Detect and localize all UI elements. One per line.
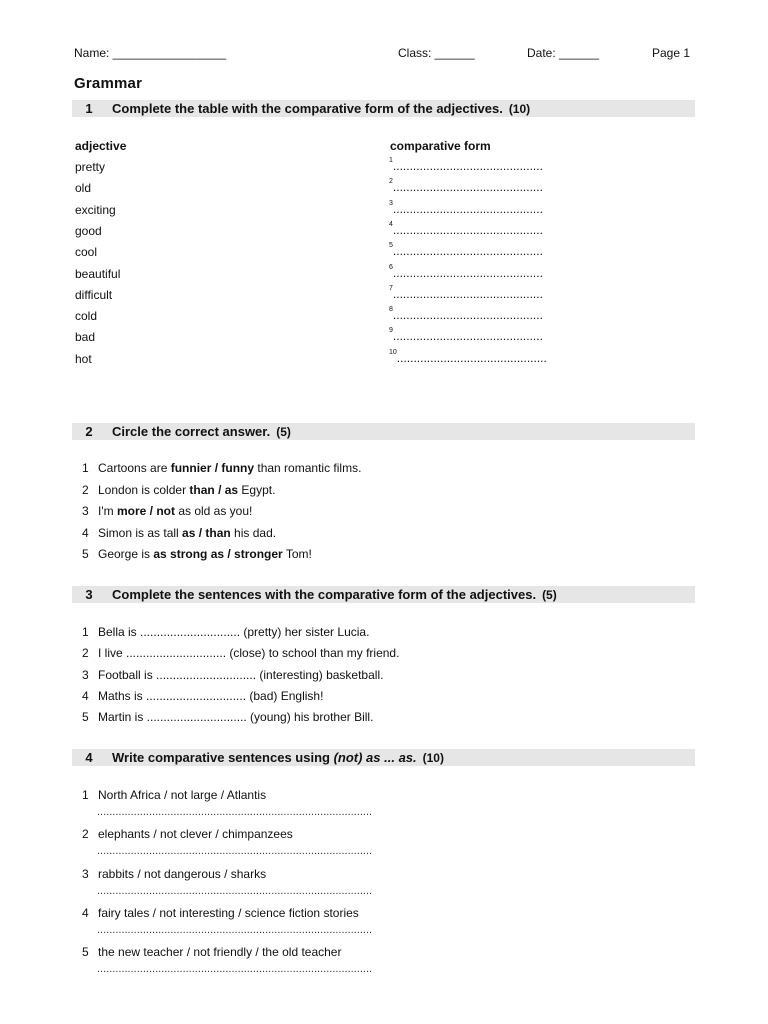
comparative-answer-blank[interactable] (389, 348, 547, 365)
list-item (82, 483, 275, 497)
item-text-end: Tom! (282, 547, 312, 561)
answer-number: 3 (389, 199, 393, 207)
page-title: Grammar (74, 75, 143, 92)
answer-dotted-line[interactable]: .......................................................................................... (97, 963, 373, 976)
answer-dotted-line[interactable]: .......................................................................................... (97, 845, 373, 858)
item-text-end: his dad. (230, 525, 277, 540)
answer-choices[interactable]: as strong as / stronger (153, 547, 283, 561)
list-item[interactable] (82, 668, 383, 682)
item-text-start: Cartoons are (98, 461, 171, 475)
section-points: (10) (422, 751, 444, 765)
answer-number: 7 (389, 284, 393, 292)
item-prompt: rabbits / not dangerous / sharks (98, 866, 267, 881)
comparative-answer-blank[interactable] (389, 199, 543, 216)
item-number: 2 (82, 482, 89, 497)
list-item[interactable] (82, 689, 323, 703)
item-text-start: George is (98, 547, 154, 561)
section-2-header (72, 423, 695, 440)
item-number: 3 (82, 667, 89, 682)
column-header-adjective: adjective (75, 139, 127, 153)
answer-dotted-line: ............................................. (392, 308, 543, 323)
item-prompt: North Africa / not large / Atlantis (98, 788, 267, 802)
item-number: 2 (82, 827, 89, 842)
answer-dotted-line[interactable]: .......................................................................................... (97, 923, 373, 936)
adjective-cell: exciting (75, 202, 116, 217)
answer-dotted-line: ............................................. (392, 159, 543, 173)
item-text-start: Simon is as tall (98, 525, 183, 540)
comparative-answer-blank[interactable] (389, 159, 543, 173)
item-number: 4 (82, 688, 89, 703)
answer-number: 5 (389, 242, 393, 250)
comparative-answer-blank[interactable] (389, 284, 543, 301)
date-field[interactable]: Date: ______ (527, 46, 600, 60)
item-number: 4 (82, 525, 89, 540)
answer-choices[interactable]: as / than (182, 525, 231, 540)
item-number: 3 (82, 866, 89, 881)
section-3-header (72, 586, 695, 603)
item-prompt: elephants / not clever / chimpanzees (98, 827, 293, 842)
answer-choices[interactable]: more / not (116, 504, 175, 518)
list-item (82, 945, 341, 959)
item-prompt: fairy tales / not interesting / science fiction stories (98, 905, 359, 920)
answer-dotted-line[interactable]: .......................................................................................... (97, 806, 373, 818)
section-4-header (72, 749, 695, 766)
comparative-answer-blank[interactable] (389, 220, 543, 237)
comparative-answer-blank[interactable] (389, 263, 543, 280)
answer-dotted-line: ............................................. (392, 265, 543, 280)
list-item (82, 827, 293, 841)
answer-dotted-line: ............................................. (392, 222, 543, 237)
item-number: 2 (82, 646, 89, 661)
answer-dotted-line: ............................................. (392, 180, 543, 195)
comparative-answer-blank[interactable] (389, 308, 543, 322)
section-number: 1 (85, 101, 93, 116)
name-field[interactable]: Name: _________________ (74, 46, 227, 60)
item-number: 3 (82, 504, 89, 518)
answer-dotted-line: ............................................. (396, 350, 547, 365)
adjective-cell: cold (75, 309, 98, 324)
item-sentence: Football is .............................. (interesting) basketball. (98, 667, 384, 682)
list-item (82, 906, 359, 920)
item-number: 1 (82, 625, 89, 639)
item-number: 1 (82, 788, 89, 802)
list-item[interactable] (82, 646, 399, 660)
section-instruction: Complete the sentences with the comparative form of the adjectives. (112, 587, 537, 602)
answer-dotted-line: ............................................. (392, 201, 543, 216)
answer-dotted-line[interactable]: .......................................................................................... (97, 884, 373, 897)
adjective-cell: beautiful (75, 266, 121, 281)
item-number: 4 (82, 905, 89, 920)
item-text-end: than romantic films. (254, 461, 362, 475)
answer-number: 4 (389, 220, 393, 228)
column-header-comparative: comparative form (390, 139, 491, 153)
adjective-cell: cool (75, 245, 98, 260)
answer-number: 8 (389, 306, 393, 314)
item-text-start: London is colder (98, 482, 190, 497)
answer-choices[interactable]: funnier / funny (170, 461, 255, 475)
list-item[interactable] (82, 710, 373, 724)
section-instruction: Circle the correct answer. (112, 424, 271, 439)
answer-choices[interactable]: than / as (189, 482, 239, 497)
list-item (82, 504, 252, 518)
comparative-answer-blank[interactable] (389, 329, 543, 343)
section-instruction-emphasis: (not) as ... as. (333, 750, 417, 765)
answer-dotted-line: ............................................. (392, 244, 543, 259)
item-text-end: Egypt. (238, 482, 276, 497)
section-points: (5) (542, 588, 557, 602)
adjective-cell: good (75, 223, 102, 238)
item-number: 5 (82, 945, 89, 960)
answer-dotted-line: ............................................. (392, 329, 543, 344)
section-number: 4 (85, 750, 93, 765)
item-sentence: Bella is .............................. (pretty) her sister Lucia. (98, 625, 370, 639)
adjective-cell: difficult (75, 287, 113, 302)
adjective-cell: old (75, 181, 92, 196)
answer-number: 6 (389, 263, 393, 271)
list-item (82, 547, 312, 561)
list-item (82, 526, 276, 540)
section-instruction: Complete the table with the comparative form of the adjectives. (112, 101, 503, 116)
list-item[interactable] (82, 625, 369, 639)
item-sentence: Martin is .............................. (young) his brother Bill. (98, 710, 374, 725)
answer-number: 10 (389, 348, 397, 356)
adjective-cell: hot (75, 351, 92, 366)
section-points: (5) (276, 425, 291, 439)
page-number: Page 1 (652, 46, 691, 60)
item-number: 1 (82, 461, 89, 475)
adjective-cell: bad (75, 330, 96, 345)
section-number: 2 (85, 424, 93, 439)
section-number: 3 (85, 587, 93, 602)
class-field[interactable]: Class: ______ (398, 46, 475, 60)
section-points: (10) (508, 102, 531, 116)
answer-number: 9 (389, 327, 393, 335)
answer-number: 1 (389, 157, 393, 164)
item-number: 5 (82, 547, 89, 561)
list-item (82, 788, 266, 802)
adjective-cell: pretty (75, 160, 106, 174)
section-instruction: Write comparative sentences using (112, 750, 334, 765)
item-sentence: I live .............................. (close) to school than my friend. (98, 646, 400, 661)
section-1-header (72, 100, 695, 117)
item-text-start: I'm (98, 504, 117, 518)
list-item (82, 867, 266, 881)
answer-number: 2 (389, 178, 393, 186)
comparative-answer-blank[interactable] (389, 244, 543, 258)
item-number: 5 (82, 710, 89, 725)
item-text-end: as old as you! (174, 504, 253, 518)
list-item (82, 461, 361, 475)
item-sentence: Maths is .............................. (bad) English! (98, 688, 324, 703)
answer-dotted-line: ............................................. (392, 286, 543, 301)
item-prompt: the new teacher / not friendly / the old teacher (98, 945, 342, 960)
comparative-answer-blank[interactable] (389, 180, 543, 194)
